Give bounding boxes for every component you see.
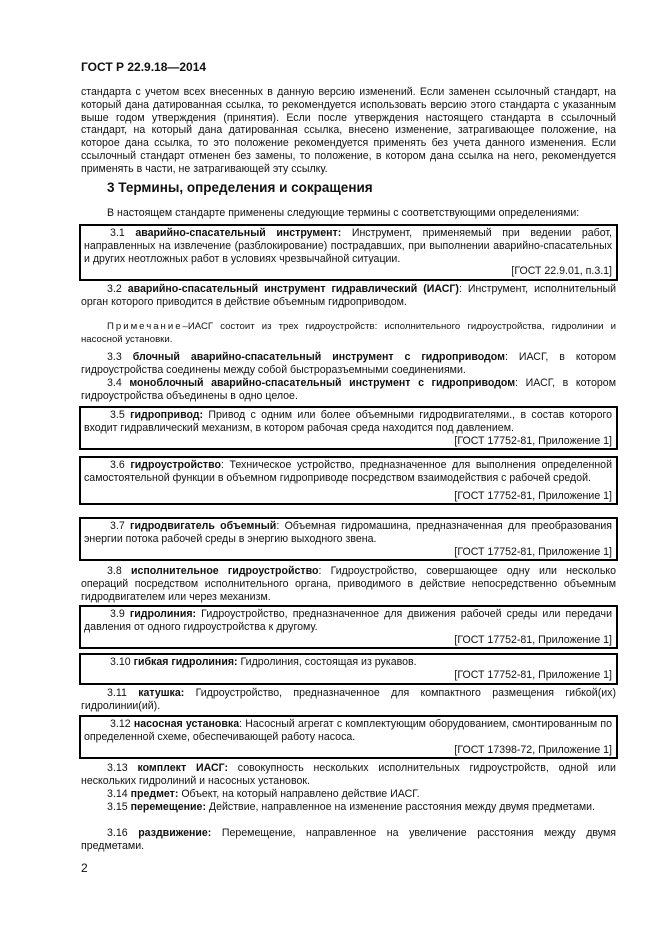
term-number: 3.5 — [110, 409, 125, 421]
term-number: 3.3 — [107, 351, 122, 363]
term-3-7 — [79, 517, 618, 561]
term-3-6 — [79, 456, 618, 505]
term-3-4 — [81, 377, 616, 403]
intro-paragraph: стандарта с учетом всех внесенных в данную версию изменений. Если заменен ссылочный стандарт, на который дана датированная ссылка, то рекомендуется использовать версию этого стандарта с указанным выше годом утверждения (принятия). Если после утверждения настоящего стандарта в ссылочный стандарт, на который дана датированная ссылка, внесено изменение, затрагивающее положение, на которое дана ссылка, то это положение рекомендуется применять без учета данного изменения. Если ссылочный стандарт отменен без замены, то положение, в котором дана ссылка на него, рекомендуется применять в части, не затрагивающей эту ссылку. — [81, 86, 616, 175]
term-definition: : Объемная гидромашина, предназначенная для преобразования энергии потока рабочей среды в энергию выходного звена. — [84, 520, 613, 545]
term-3-1 — [79, 224, 618, 281]
term-name: блочный аварийно-спасательный инструмент с гидроприводом — [132, 351, 505, 363]
term-name: комплект ИАСГ: — [137, 762, 228, 774]
term-definition: Гидроустройство, предназначенное для движения рабочей среды или передачи давления от одного гидроустройства к другому. — [84, 608, 612, 633]
term-number: 3.10 — [110, 656, 131, 668]
term-number: 3.1 — [110, 227, 125, 239]
document-header: ГОСТ Р 22.9.18—2014 — [81, 60, 207, 74]
term-3-13 — [81, 762, 616, 788]
term-name: гидродвигатель объемный — [130, 520, 277, 532]
term-source: [ГОСТ 17752-81, Приложение 1] — [454, 434, 612, 447]
term-number: 3.6 — [110, 459, 125, 471]
term-definition: Гидролиния, состоящая из рукавов. — [237, 656, 417, 668]
term-source: [ГОСТ 17752-81, Приложение 1] — [454, 489, 612, 502]
term-name: насосная установка — [133, 718, 240, 730]
term-number: 3.9 — [110, 608, 125, 620]
term-name: перемещение: — [130, 801, 206, 813]
term-source: [ГОСТ 17752-81, Приложение 1] — [454, 545, 612, 558]
term-3-12 — [79, 715, 618, 759]
term-name: гидропривод: — [130, 409, 204, 421]
term-3-10 — [79, 653, 618, 685]
term-name: гидролиния: — [129, 608, 197, 620]
term-name: гидроустройство — [130, 459, 221, 471]
term-source: [ГОСТ 17752-81, Приложение 1] — [454, 668, 612, 681]
term-name: аварийно-спасательный инструмент гидравлический (ИАСГ) — [127, 283, 459, 295]
term-3-8 — [81, 565, 616, 603]
term-name: моноблочный аварийно-спасательный инструмент с гидроприводом — [129, 377, 516, 389]
term-definition: : ИАСГ, в котором гидроустройства объединены в одно целое. — [81, 377, 616, 402]
term-name: аварийно-спасательный инструмент: — [135, 227, 342, 239]
term-name: гибкая гидролиния: — [133, 656, 238, 668]
term-3-16 — [81, 827, 616, 853]
term-source: [ГОСТ 22.9.01, п.3.1] — [511, 265, 612, 278]
term-3-5 — [79, 406, 618, 450]
term-number: 3.11 — [107, 687, 127, 699]
note-label: Примечание — [107, 321, 183, 332]
term-definition: Действие, направленное на изменение расстояния между двумя предметами. — [205, 801, 596, 813]
term-definition: : Гидроустройство, совершающее одну или несколько операций посредством исполнительного органа, приводимого в действие непосредственно объемным гидродвигателем или через механизм. — [81, 565, 616, 603]
term-source: [ГОСТ 17752-81, Приложение 1] — [454, 633, 612, 646]
section-title: 3 Термины, определения и сокращения — [107, 180, 373, 195]
term-number: 3.14 — [107, 788, 128, 800]
term-3-2 — [81, 283, 616, 309]
note-text: –ИАСГ состоит из трех гидроустройств: исполнительного гидроустройства, гидролинии и насосной установки. — [81, 321, 616, 345]
term-3-11 — [81, 687, 616, 713]
term-number: 3.12 — [110, 718, 131, 730]
term-3-3 — [81, 351, 616, 377]
page-number: 2 — [81, 861, 88, 875]
term-name: катушка: — [138, 687, 185, 699]
term-number: 3.13 — [107, 762, 128, 774]
term-number: 3.8 — [107, 565, 122, 577]
term-definition: Инструмент, применяемый при ведении работ, направленных на извлечение (разблокирование) пострадавших, при выполнении аварийно-спасательных и других неотложных работ в условиях чрезвычайной ситуации. — [84, 227, 613, 265]
term-number: 3.2 — [107, 283, 122, 295]
section-lead: В настоящем стандарте применены следующие термины с соответствующими определениями: — [107, 207, 580, 219]
term-definition: совокупность нескольких исполнительных гидроустройств, одной или нескольких гидролиний и насосных установок. — [81, 762, 616, 787]
term-definition: Перемещение, направленное на увеличение расстояния между двумя предметами. — [81, 827, 616, 852]
term-name: раздвижение: — [138, 827, 212, 839]
term-number: 3.16 — [107, 827, 128, 839]
term-definition: : Насосный агрегат с комплектующим оборудованием, смонтированным по определенной схеме, обеспечивающей работу насоса. — [84, 718, 612, 743]
term-3-14 — [81, 788, 616, 801]
term-definition: : Техническое устройство, предназначенное для выполнения определенной самостоятельной функции в объемном гидроприводе посредством взаимодействия с рабочей средой. — [84, 459, 612, 484]
term-number: 3.15 — [107, 801, 128, 813]
term-3-9 — [79, 605, 618, 649]
term-definition: : ИАСГ, в котором гидроустройства соединены между собой быстроразъемными соединениями. — [81, 351, 616, 376]
term-name: исполнительное гидроустройство — [130, 565, 319, 577]
term-number: 3.7 — [110, 520, 125, 532]
term-definition: : Инструмент, исполнительный орган которого приводится в действие объемным гидроприводом. — [81, 283, 616, 308]
note — [81, 321, 616, 346]
term-name: предмет: — [130, 788, 179, 800]
term-definition: Гидроустройство, предназначенное для компактного размещения гибкой(их) гидролинии(ий). — [81, 687, 616, 712]
term-definition: Привод с одним или более объемными гидродвигателями., в состав которого входит гидравлический механизм, в котором рабочая среда находится под давлением. — [84, 409, 612, 434]
term-source: [ГОСТ 17398-72, Приложение 1] — [454, 743, 612, 756]
term-3-15 — [81, 801, 616, 814]
term-definition: Объект, на который направлено действие ИАСГ. — [178, 788, 420, 800]
term-number: 3.4 — [107, 377, 122, 389]
